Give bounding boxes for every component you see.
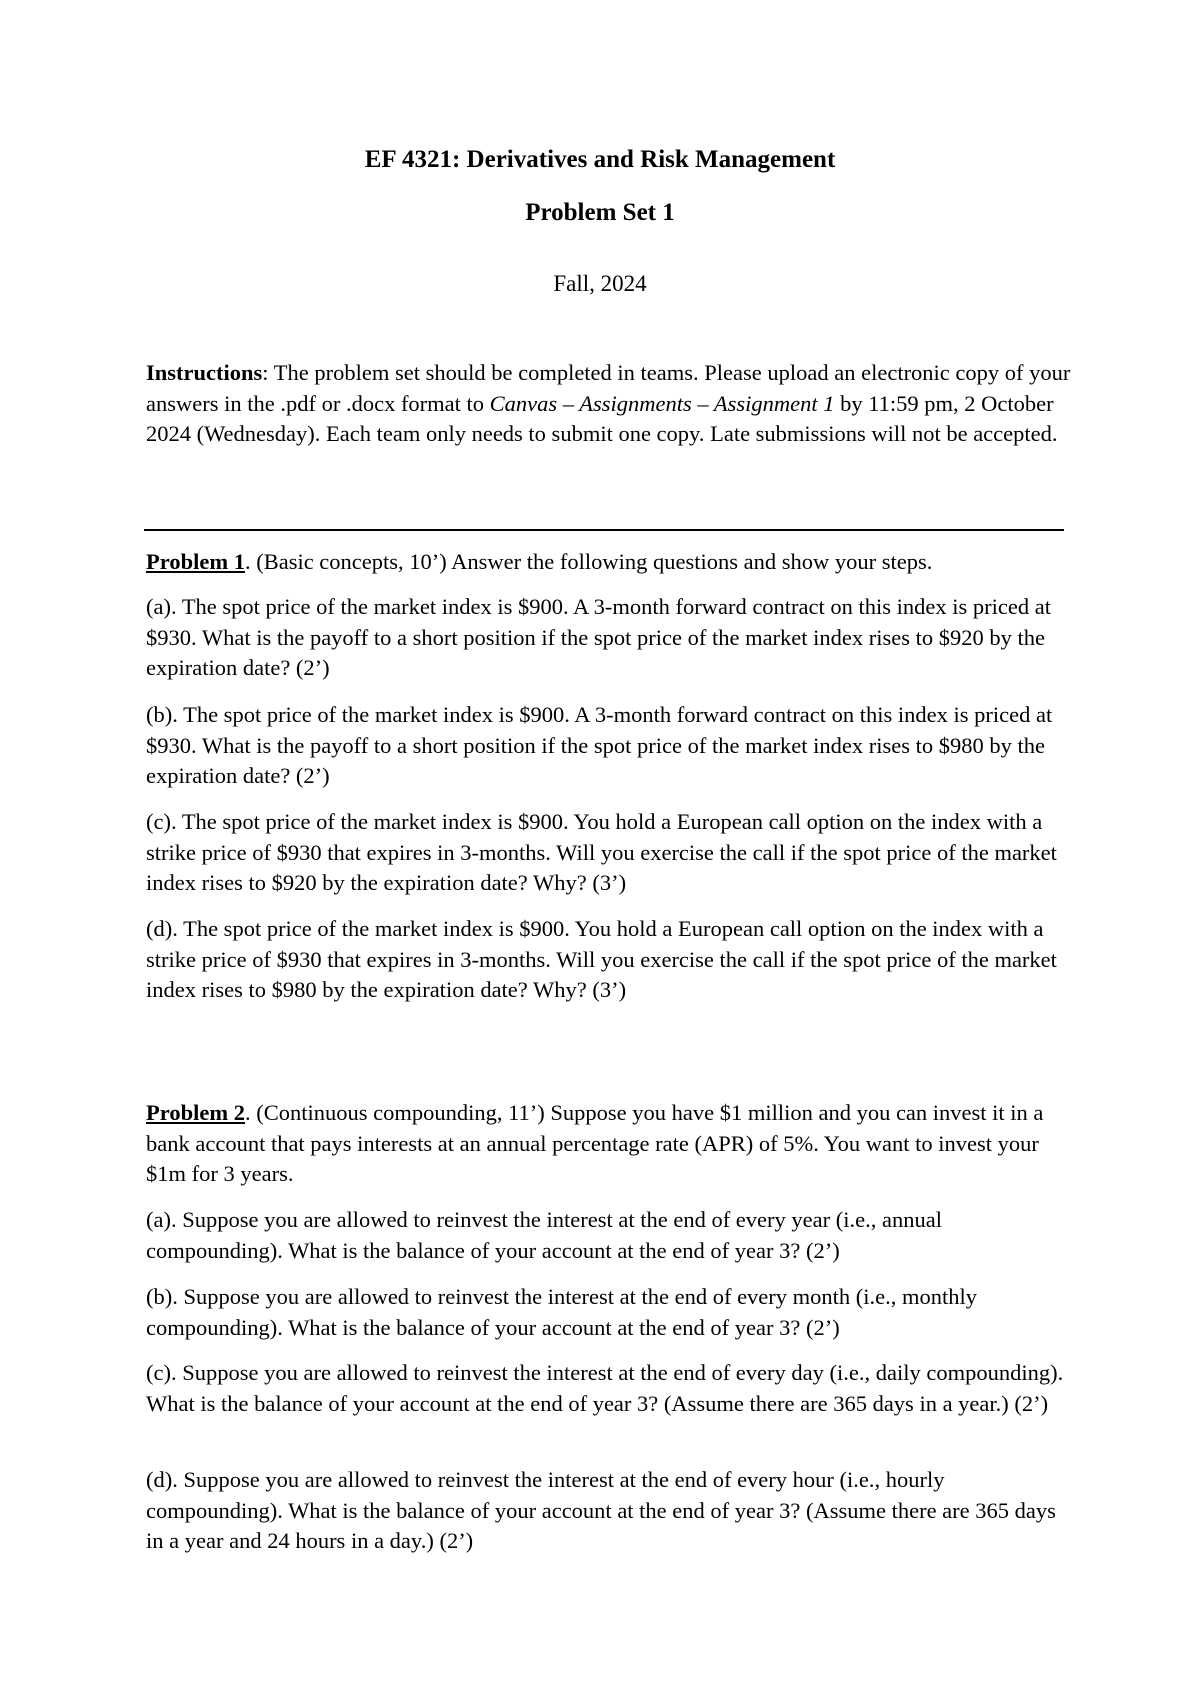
instructions-text-1: : The problem set should be completed in teams. Please upload an electronic copy of your answers in the .pdf or .docx format to	[146, 360, 1071, 416]
problem-2-label: Problem 2	[146, 1100, 245, 1125]
problem-2-part-c: (c). Suppose you are allowed to reinvest the interest at the end of every day (i.e., daily compounding). What is the balance of your account at the end of year 3? (Assume there are 365 days in a year.) (2’)	[146, 1360, 1064, 1416]
problem-1-part-d: (d). The spot price of the market index is $900. You hold a European call option on the index with a strike price of $930 that expires in 3-months. Will you exercise the call if the spot price of the market index rises to $980 by the expiration date? Why? (3’)	[146, 916, 1057, 1002]
problem-1-label: Problem 1	[146, 549, 245, 574]
problem-2-part-a: (a). Suppose you are allowed to reinvest the interest at the end of every year (i.e., annual compounding). What is the balance of your account at the end of year 3? (2’)	[146, 1207, 942, 1263]
problem-1-part-a: (a). The spot price of the market index is $900. A 3-month forward contract on this index is priced at $930. What is the payoff to a short position if the spot price of the market index rises to $920 by the expiration date? (2’)	[146, 594, 1051, 680]
term-label: Fall, 2024	[553, 271, 647, 296]
problem-2-part-d: (d). Suppose you are allowed to reinvest the interest at the end of every hour (i.e., hourly compounding). What is the balance of your account at the end of year 3? (Assume there are 365 days in a year and 24 hours in a day.) (2’)	[146, 1467, 1056, 1553]
instructions-label: Instructions	[146, 360, 263, 385]
document-title: EF 4321: Derivatives and Risk Management	[364, 146, 836, 173]
instructions-paragraph	[146, 358, 1076, 450]
problem-2-intro-text: . (Continuous compounding, 11’) Suppose you have $1 million and you can invest it in a bank account that pays interests at an annual percentage rate (APR) of 5%. You want to invest your $1m for 3 years.	[146, 1100, 1044, 1186]
problem-2-intro	[146, 1098, 1076, 1190]
instructions-text-2: by 11:59 pm, 2 October 2024 (Wednesday). Each team only needs to submit one copy. Late submissions will not be accepted.	[146, 390, 1058, 446]
document-subtitle: Problem Set 1	[525, 199, 675, 226]
problem-1-intro	[146, 547, 1076, 578]
problem-1-part-b: (b). The spot price of the market index is $900. A 3-month forward contract on this index is priced at $930. What is the payoff to a short position if the spot price of the market index rises to $980 by the expiration date? (2’)	[146, 702, 1053, 788]
problem-2-part-b: (b). Suppose you are allowed to reinvest the interest at the end of every month (i.e., monthly compounding). What is the balance of your account at the end of year 3? (2’)	[146, 1284, 978, 1340]
problem-1-intro-text: . (Basic concepts, 10’) Answer the following questions and show your steps.	[244, 549, 933, 574]
section-divider	[144, 529, 1064, 531]
instructions-canvas-path: Canvas – Assignments – Assignment 1	[489, 390, 835, 416]
problem-1-part-c: (c). The spot price of the market index is $900. You hold a European call option on the index with a strike price of $930 that expires in 3-months. Will you exercise the call if the spot price of the market index rises to $920 by the expiration date? Why? (3’)	[146, 809, 1057, 895]
